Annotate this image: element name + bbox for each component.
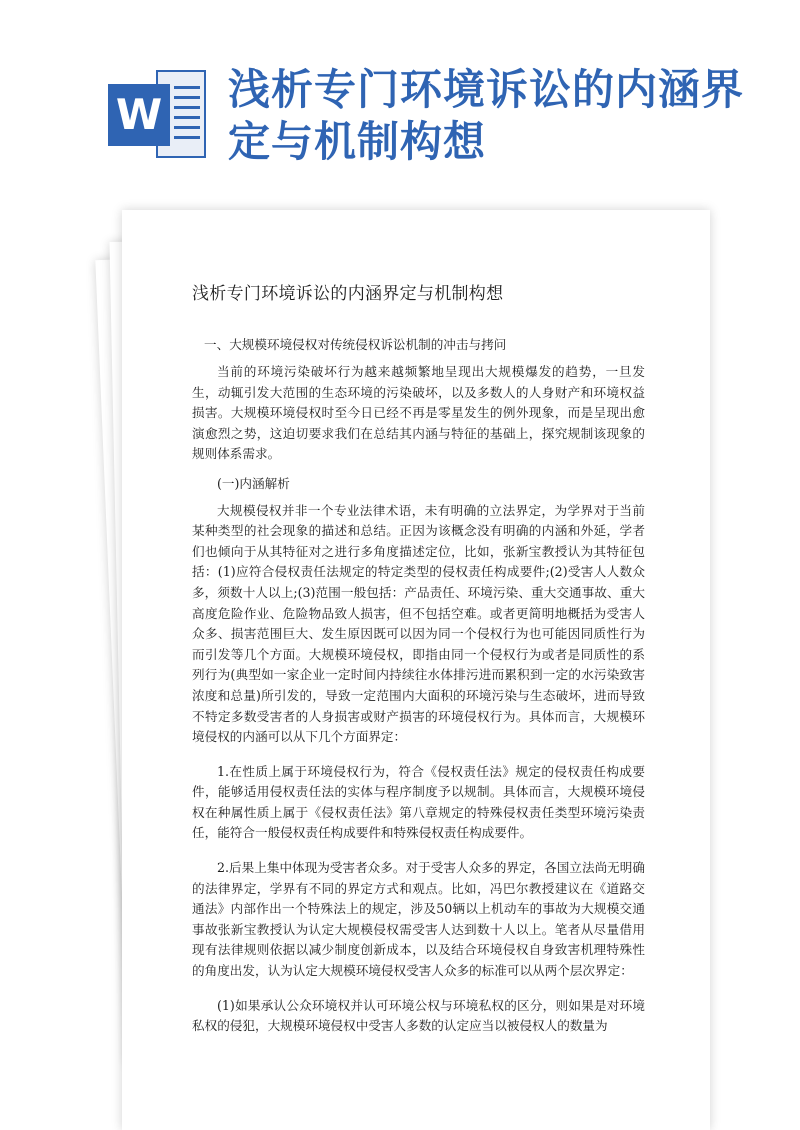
document-page — [122, 210, 710, 1130]
intro-paragraph: 当前的环境污染破坏行为越来越频繁地呈现出大规模爆发的趋势，一旦发生，动辄引发大范围的生态环境的污染破坏，以及多数人的人身财产和环境权益损害。大规模环境侵权时至今日已经不再是零星发生的例外现象，而是呈现出愈演愈烈之势，这迫切要求我们在总结其内涵与特征的基础上，探究规制该现象的规则体系需求。 — [192, 364, 645, 462]
banner-title: 浅析专门环境诉讼的内涵界定与机制构想 — [228, 65, 745, 166]
document-title: 浅析专门环境诉讼的内涵界定与机制构想 — [192, 284, 504, 304]
point-2-1-paragraph: (1)如果承认公众环境权并认可环境公权与环境私权的区分，则如果是对环境私权的侵犯，大规模环境侵权中受害人多数的认定应当以被侵权人的数量为 — [192, 997, 645, 1034]
point-1-paragraph: 1.在性质上属于环境侵权行为，符合《侵权责任法》规定的侵权责任构成要件，能够适用侵权责任法的实体与程序制度予以规制。具体而言，大规模环境侵权在种属性质上属于《侵权责任法》第八章规定的特殊侵权责任类型环境污染责任，能符合一般侵权责任构成要件和特殊侵权责任构成要件。 — [192, 763, 645, 841]
document-body — [192, 210, 645, 1037]
section-heading: 一、大规模环境侵权对传统侵权诉讼机制的冲击与拷问 — [204, 337, 507, 352]
word-document-icon — [108, 70, 206, 158]
point-2-paragraph: 2.后果上集中体现为受害者众多。对于受害人众多的界定，各国立法尚无明确的法律界定，学界有不同的界定方式和观点。比如，冯巴尔教授建议在《道路交通法》内部作出一个特殊法上的规定，涉及50辆以上机动车的事故为大规模交通事故张新宝教授认为认定大规模侵权需受害人达到数十人以上。笔者从尽量借用现有法律规则依据以减少制度创新成本，以及结合环境侵权自身致害机理特殊性的角度出发，认为认定大规模环境侵权受害人众多的标准可以从两个层次界定： — [192, 860, 645, 979]
word-w-badge: W — [108, 84, 170, 146]
subsection-heading: (一)内涵解析 — [217, 475, 290, 491]
definition-paragraph: 大规模侵权并非一个专业法律术语，未有明确的立法界定，为学界对于当前某种类型的社会现象的描述和总结。正因为该概念没有明确的内涵和外延，学者们也倾向于从其特征对之进行多角度描述定位，比如，张新宝教授认为其特征包括：(1)应符合侵权责任法规定的特定类型的侵权责任构成要件;(2)受害人人数众多，须数十人以上;(3)范围一般包括：产品责任、环境污染、重大交通事故、重大高度危险作业、危险物品致人损害，但不包括空难。或者更简明地概括为受害人众多、损害范围巨大、发生原因既可以因为同一个侵权行为也可能因同质性行为而引发等几个方面。大规模环境侵权，即指由同一个侵权行为或者是同质性的系列行为(典型如一家企业一定时间内持续往水体排污进而累积到一定的水污染致害浓度和总量)所引发的，导致一定范围内大面积的环境污染与生态破坏，进而导致不特定多数受害者的人身损害或财产损害的环境侵权行为。具体而言，大规模环境侵权的内涵可以从下几个方面界定： — [192, 502, 645, 745]
